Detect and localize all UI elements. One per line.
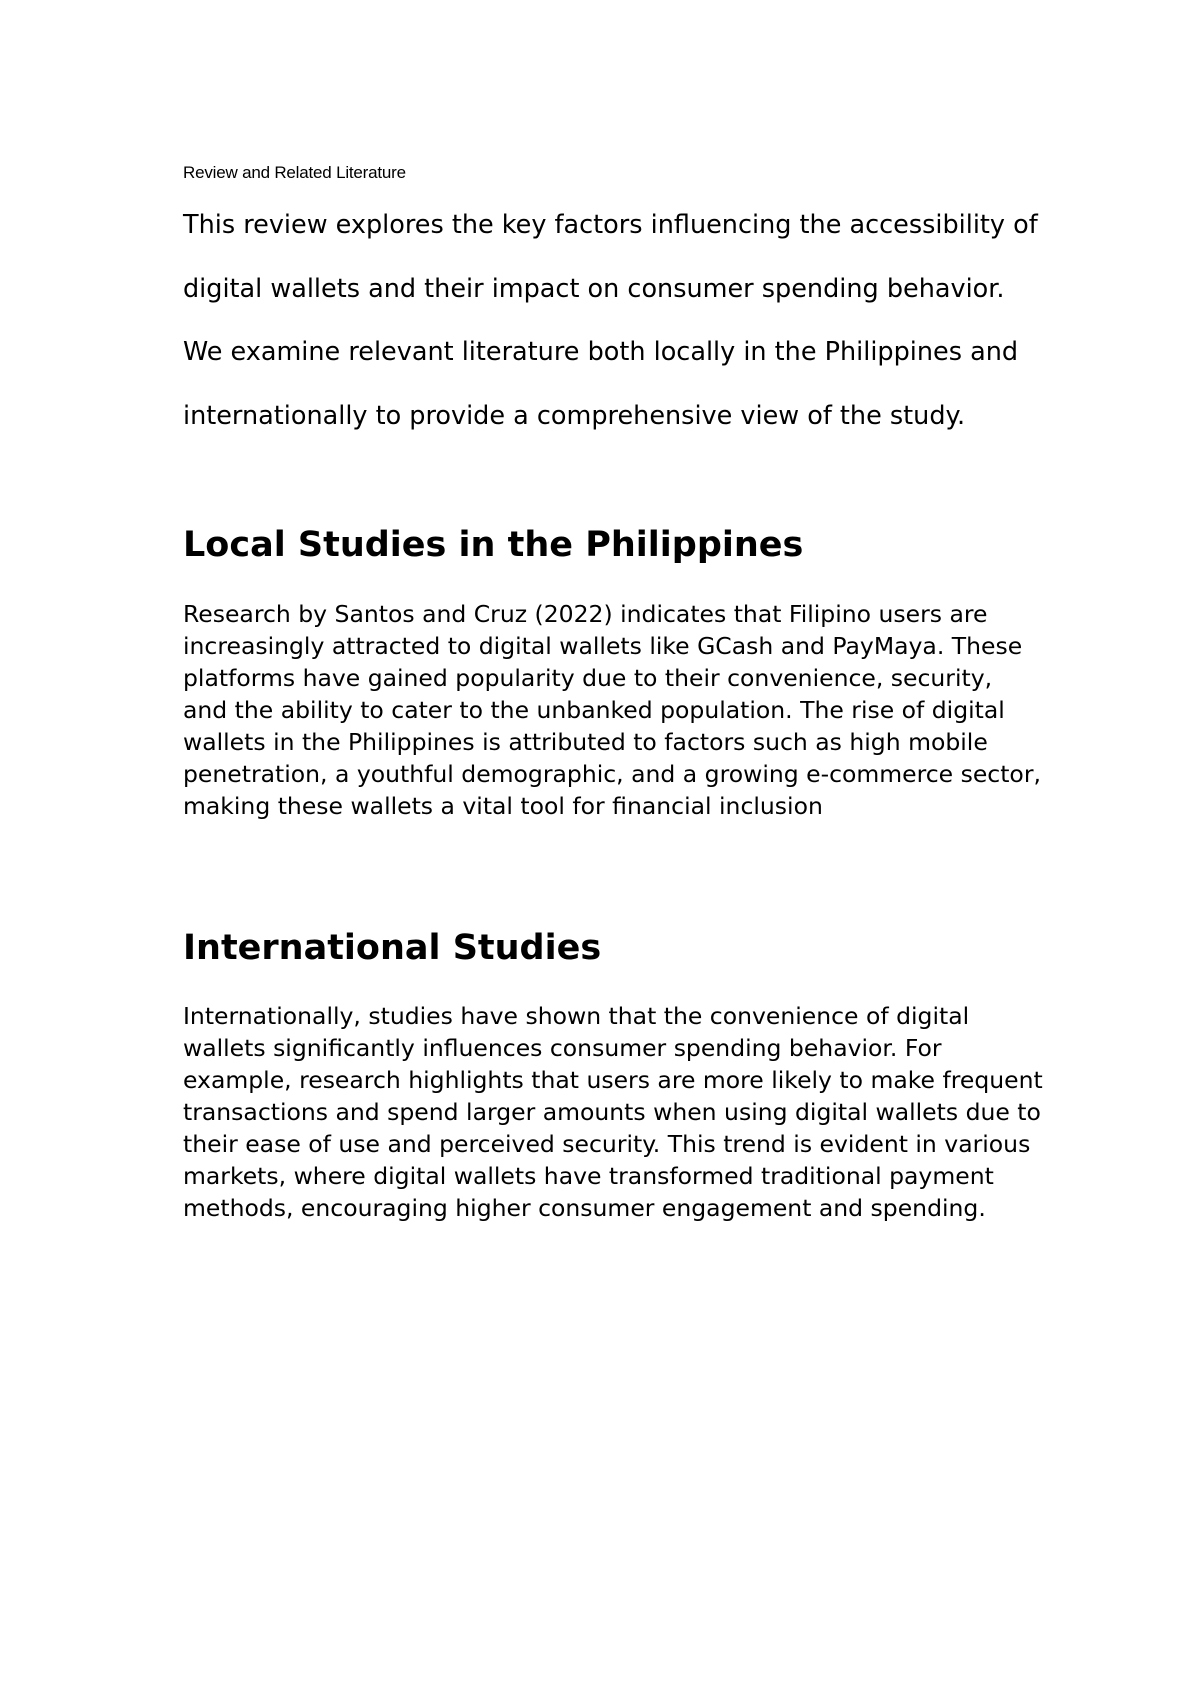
international-studies-heading: International Studies bbox=[183, 928, 602, 968]
local-studies-paragraph: Research by Santos and Cruz (2022) indicates that Filipino users are increasingly attracted to digital wallets like GCash and PayMaya. These platforms have gained popularity due to their convenience, security, and the ability to cater to the unbanked population. The rise of digital wallets in the Philippines is attributed to factors such as high mobile penetration, a youthful demographic, and a growing e-commerce sector, making these wallets a vital tool for financial inclusion bbox=[183, 600, 1041, 820]
document-content bbox=[183, 160, 1083, 1224]
document-title: Review and Related Literature bbox=[183, 163, 406, 182]
international-studies-paragraph: Internationally, studies have shown that the convenience of digital wallets significantly influences consumer spending behavior. For example, research highlights that users are more likely to make frequent transactions and spend larger amounts when using digital wallets due to their ease of use and perceived security. This trend is evident in various markets, where digital wallets have transformed traditional payment methods, encouraging higher consumer engagement and spending. bbox=[183, 1002, 1043, 1222]
intro-paragraph: This review explores the key factors influencing the accessibility of digital wallets and their impact on consumer spending behavior. We examine relevant literature both locally in the Philippines and internationally to provide a comprehensive view of the study. bbox=[183, 210, 1038, 431]
local-studies-heading: Local Studies in the Philippines bbox=[183, 525, 804, 565]
